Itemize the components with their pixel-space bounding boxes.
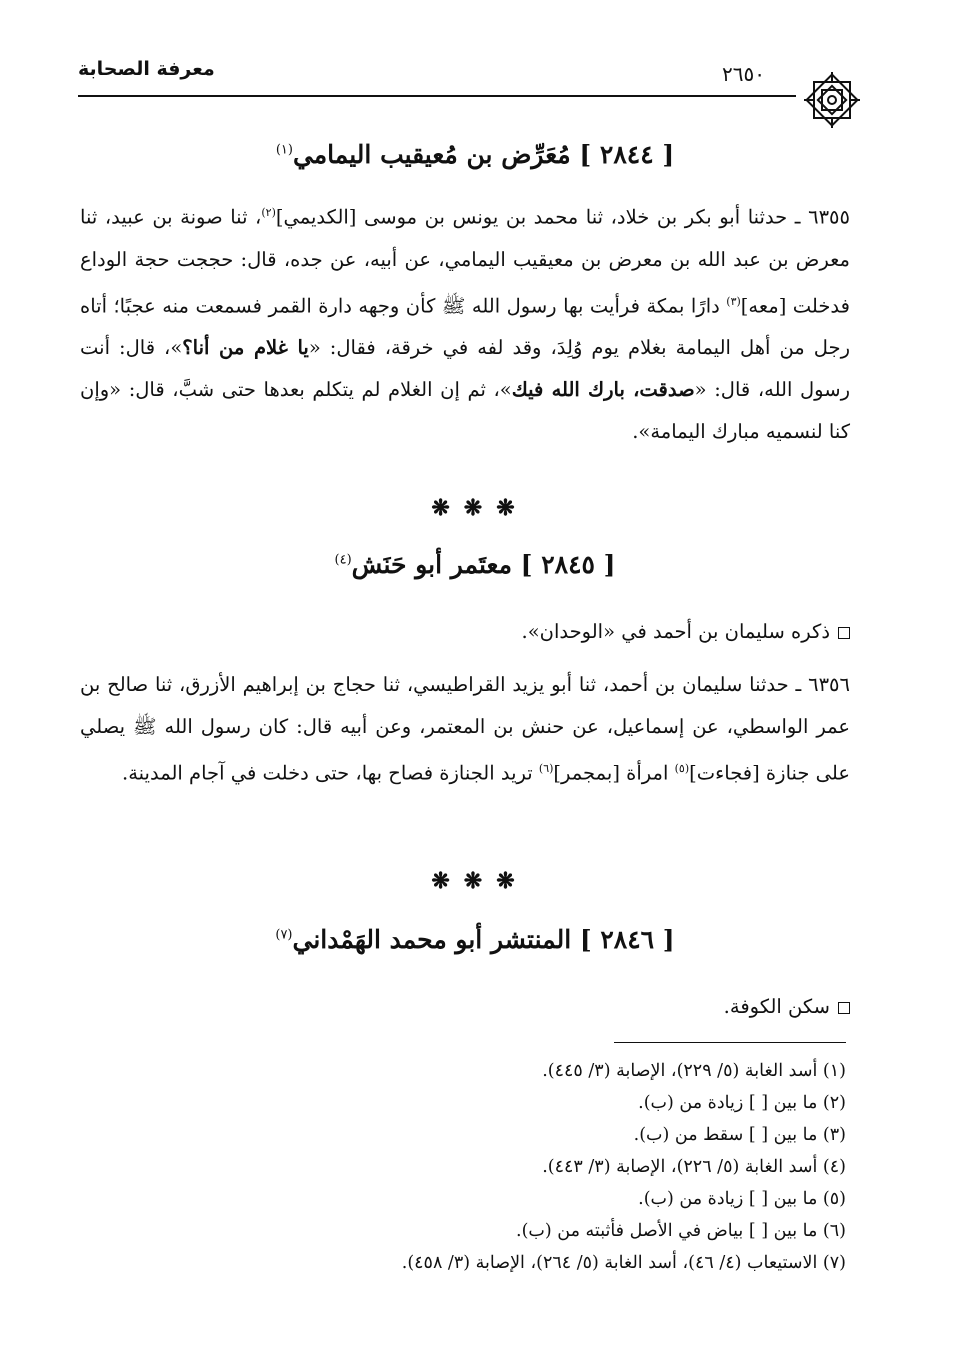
entry-title: [ ٢٨٤٦ ] المنتشر أبو محمد الهَمْداني (292, 925, 675, 954)
section-separator: ❋❋❋ (431, 495, 529, 521)
footnote: (٤) أسد الغابة (٥/ ٢٢٦)، الإصابة (٣/ ٤٤٣). (542, 1157, 846, 1177)
page-number: ٢٦٥٠ (722, 62, 765, 86)
running-title: معرفة الصحابة (78, 58, 215, 80)
footnotes-list (80, 1055, 846, 1279)
footnote: (٥) ما بين [ ] زيادة من (ب). (638, 1189, 846, 1209)
hadith-text: دارًا بمكة فرأيت بها رسول الله ﷺ كأن وجهه دارة القمر فسمعت منه عجبًا؛ أتاه رجل من أهل اليمامة بغلام يوم وُلِدَ، وقد لفه في خرقة، فقال: « (80, 294, 850, 359)
hadith-text: ٦٣٥٦ ـ حدثنا سليمان بن أحمد، ثنا أبو يزيد القراطيسي، ثنا حجاج بن إبراهيم الأزرق، ثنا صالح بن عمر الواسطي، عن إسماعيل، عن حنش بن المعتمر، وعن أبيه قال: كان رسول الله ﷺ يصلي على جنازة [فجاءت] (80, 673, 850, 785)
hadith-text: »، ثم إن الغلام لم يتكلم بعدها حتى شبَّ، قال: «وإن كنا لنسميه مبارك اليمامة». (80, 378, 850, 443)
header-rule (78, 95, 796, 97)
entry-heading-2844 (80, 140, 870, 169)
prophetic-quote: يا غلام من أنا؟ (182, 336, 309, 359)
entry-title: [ ٢٨٤٤ ] مُعَرِّض بن مُعيقيب اليمامي (292, 140, 675, 169)
hadith-text: تريد الجنازة فصاح بها، حتى دخلت في آجام المدينة. (122, 761, 539, 785)
footnote: (٣) ما بين [ ] سقط من (ب). (633, 1125, 846, 1145)
hadith-paragraph-6355 (80, 192, 850, 453)
section-separator: ❋❋❋ (431, 868, 529, 894)
entry-title: [ ٢٨٤٥ ] معتَمر أبو حَنَش (351, 550, 616, 579)
hadith-text: امرأة [بمجمر] (553, 761, 675, 785)
footnote-ref: (١) (275, 142, 293, 158)
entry-note (80, 615, 850, 649)
ornament-icon (800, 68, 864, 132)
note-text: سكن الكوفة. (723, 995, 830, 1018)
footnote: (٢) ما بين [ ] زيادة من (ب). (638, 1093, 846, 1113)
footnote-ref: (٢) (261, 206, 276, 219)
footnote: (٦) ما بين [ ] بياض في الأصل فأثبته من (ب). (516, 1221, 846, 1241)
footnote-rule (614, 1042, 846, 1043)
hadith-text: ٦٣٥٥ ـ حدثنا أبو بكر بن خلاد، ثنا محمد بن يونس بن موسى [الكديمي] (275, 205, 850, 229)
prophetic-quote: صدقت، بارك الله فيك (511, 378, 695, 401)
entry-note (80, 990, 850, 1024)
hadith-paragraph-6356 (80, 664, 850, 795)
footnote: (١) أسد الغابة (٥/ ٢٢٩)، الإصابة (٣/ ٤٤٥). (542, 1061, 846, 1081)
square-bullet-icon (838, 1002, 850, 1014)
footnote-ref: (٧) (275, 927, 293, 943)
square-bullet-icon (838, 627, 850, 639)
entry-heading-2846 (80, 925, 870, 954)
note-text: ذكره سليمان بن أحمد في «الوحدان». (521, 620, 830, 643)
footnote-ref: (٦) (538, 762, 554, 775)
entry-heading-2845 (80, 550, 870, 579)
footnote-ref: (٣) (726, 294, 741, 308)
footnote: (٧) الاستيعاب (٤/ ٤٦)، أسد الغابة (٥/ ٢٦٤)، الإصابة (٣/ ٤٥٨). (401, 1253, 846, 1273)
hadith-text: »، قال: أنت رسول الله، قال: « (80, 336, 850, 401)
footnote-ref: (٥) (674, 762, 690, 775)
hadith-text: ، ثنا صونة بن عبيد، ثنا معرض بن عبد الله بن معرض بن معيقيب اليمامي، عن أبيه، عن جده، قال: حججت حجة الوداع فدخلت [معه] (80, 205, 850, 317)
footnote-ref: (٤) (334, 552, 352, 568)
